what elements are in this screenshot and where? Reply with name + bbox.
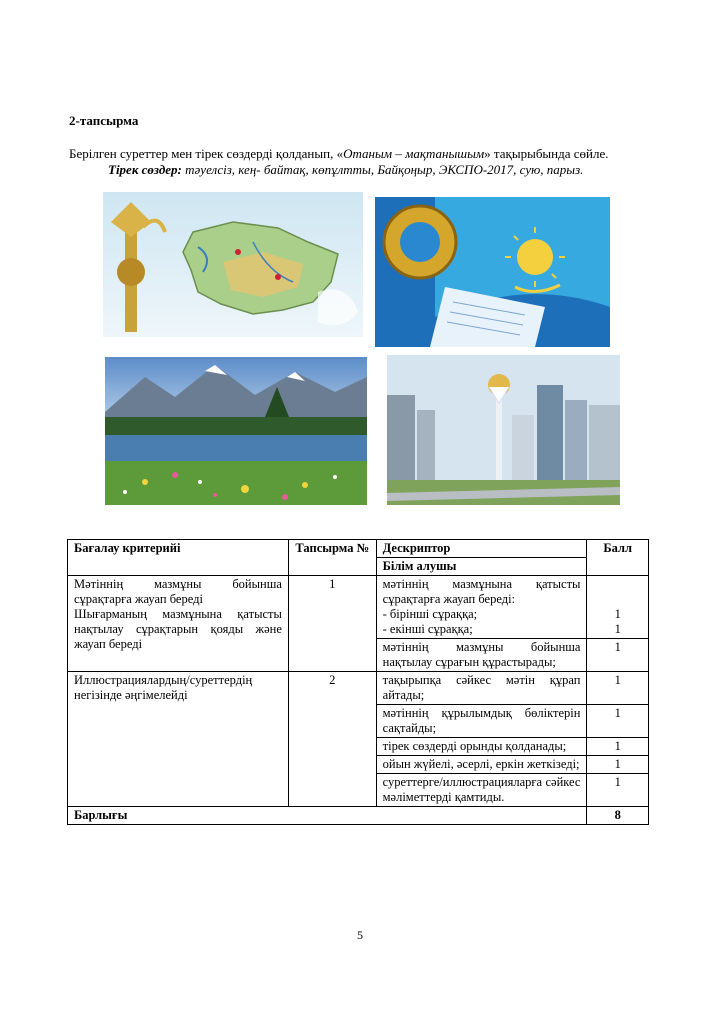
assessment-table (67, 539, 649, 825)
header-task-no: Тапсырма № (288, 540, 376, 576)
score-cell: 1 (587, 639, 649, 672)
descriptor-cell: тірек сөздерді орынды қолданады; (376, 738, 587, 756)
descriptor-text: мәтіннің мазмұнына қатысты сұрақтарға жауап береді: (382, 577, 581, 606)
score-cell: 1 (587, 672, 649, 705)
descriptor-text: - бірінші сұраққа; (382, 607, 478, 621)
score-cell (587, 576, 649, 639)
support-words-label: Тірек сөздер: (108, 162, 182, 177)
header-score: Балл (587, 540, 649, 576)
task-title: 2-тапсырма (69, 113, 139, 128)
table-row-total (68, 807, 649, 825)
task-instruction (69, 146, 609, 162)
descriptor-cell: мәтіннің мазмұны бойынша нақтылау сұрағын құрастырады; (376, 639, 587, 672)
descriptor-cell: суреттерге/иллюстрацияларға сәйкес мәліметтерді қамтиды. (376, 774, 587, 807)
header-descriptor: Дескриптор (376, 540, 587, 558)
task-no-cell: 2 (288, 672, 376, 807)
header-criteria: Бағалау критерийі (68, 540, 289, 576)
total-score: 8 (587, 807, 649, 825)
score-cell: 1 (587, 738, 649, 756)
criteria-text: Мәтіннің мазмұны бойынша сұрақтарға жауап береді (74, 577, 282, 606)
support-words-list: тәуелсіз, кең- байтақ, көпұлтты, Байқоңыр, ЭКСПО-2017, сую, парыз. (181, 162, 584, 177)
total-label: Барлығы (68, 807, 587, 825)
descriptor-cell: мәтіннің құрылымдық бөліктерін сақтайды; (376, 705, 587, 738)
page-number: 5 (357, 928, 363, 942)
table-row (68, 672, 649, 705)
emblem-flag-image (375, 197, 610, 347)
criteria-text: Шығарманың мазмұнына қатысты нақтылау сұрақтарын қояды және жауап береді (74, 607, 282, 651)
criteria-cell (68, 576, 289, 672)
table-row (68, 576, 649, 639)
kazakhstan-map-image (103, 192, 363, 337)
score-value: 1 (614, 622, 621, 636)
score-value: 1 (614, 607, 621, 621)
instruction-part: » тақырыбында сөйле. (484, 146, 609, 161)
descriptor-cell (376, 576, 587, 639)
score-cell: 1 (587, 774, 649, 807)
support-words (108, 162, 583, 178)
descriptor-cell: ойын жүйелі, әсерлі, еркін жеткізеді; (376, 756, 587, 774)
mountain-lake-image (105, 357, 367, 505)
score-cell: 1 (587, 705, 649, 738)
score-cell: 1 (587, 756, 649, 774)
instruction-topic: Отаным – мақтанышым (343, 146, 485, 161)
descriptor-text: - екінші сұраққа; (382, 622, 473, 636)
header-learner: Білім алушы (376, 558, 587, 576)
descriptor-cell: тақырыпқа сәйкес мәтін құрап айтады; (376, 672, 587, 705)
city-skyline-image (387, 355, 620, 505)
task-no-cell: 1 (288, 576, 376, 672)
criteria-cell: Иллюстрациялардың/суреттердің негізінде әңгімелейді (68, 672, 289, 807)
instruction-part: Берілген суреттер мен тірек сөздерді қолданып, « (69, 146, 344, 161)
